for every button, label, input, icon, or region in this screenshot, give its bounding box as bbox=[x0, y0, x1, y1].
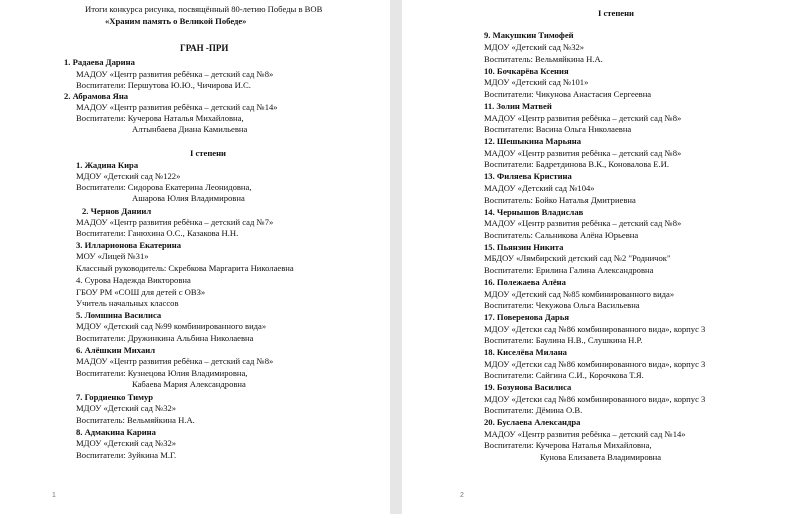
page-number: 1 bbox=[52, 492, 56, 499]
entry-teachers: Воспитатели: Кузнецова Юлия Владимировна, bbox=[76, 368, 248, 378]
entry-org: МДОУ «Детский сад №32» bbox=[76, 438, 177, 448]
entry-name: 18. Киселёва Милана bbox=[484, 347, 567, 357]
entry-teachers: Классный руководитель: Скребкова Маргарита Николаевна bbox=[76, 263, 294, 273]
entry-org: МДОУ «Детский сад №122» bbox=[76, 171, 181, 181]
page-2 bbox=[402, 0, 800, 514]
entry-name: 17. Поверенова Дарья bbox=[484, 312, 570, 322]
entry-org: МАДОУ «Центр развития ребёнка – детский сад №8» bbox=[484, 113, 682, 123]
entry-name: 1. Жадина Кира bbox=[76, 160, 139, 170]
entry-name: 4. Сурова Надежда Викторовна bbox=[76, 275, 191, 285]
entry-org: МДОУ «Детский сад №32» bbox=[484, 42, 585, 52]
entry-org: МДОУ «Детский сад №85 комбинированного вида» bbox=[484, 289, 675, 299]
entry-teachers-cont: Ашарова Юлия Владимировна bbox=[132, 193, 245, 203]
grand-prix-heading: ГРАН -ПРИ bbox=[180, 43, 229, 53]
entry-org: МОУ «Лицей №31» bbox=[76, 251, 149, 261]
entry-teachers: Воспитатели: Дёмина О.В. bbox=[484, 405, 583, 415]
entry-org: МАДОУ «Центр развития ребёнка – детский сад №8» bbox=[76, 356, 274, 366]
entry-teachers: Воспитатели: Сидорова Екатерина Леонидовна, bbox=[76, 182, 252, 192]
entry-org: МДОУ «Детски сад №86 комбинированного вида», корпус 3 bbox=[484, 394, 706, 404]
entry-teachers: Воспитатели: Бадретдинова В.К., Коновалова Е.И. bbox=[484, 159, 669, 169]
entry-teachers: Воспитатель: Сальникова Алёна Юрьевна bbox=[484, 230, 639, 240]
entry-teachers: Воспитатель: Вельмяйкина Н.А. bbox=[76, 415, 195, 425]
doc-header-line-1: Итоги конкурса рисунка, посвящённый 80-летию Победы в ВОВ bbox=[85, 4, 323, 14]
entry-org: МБДОУ «Лямбирский детский сад №2 "Родничок" bbox=[484, 253, 671, 263]
entry-teachers: Воспитатели: Першутова Ю.Ю., Чичирова И.С. bbox=[76, 80, 251, 90]
entry-name: 13. Филяева Кристина bbox=[484, 171, 572, 181]
entry-teachers: Воспитатели: Ганюхина О.С., Казакова Н.Н. bbox=[76, 228, 239, 238]
entry-org: ГБОУ РМ «СОШ для детей с ОВЗ» bbox=[76, 287, 206, 297]
entry-name: 10. Бочкарёва Ксения bbox=[484, 66, 569, 76]
doc-header-line-2: «Храним память о Великой Победе» bbox=[105, 16, 247, 26]
entry-name: 14. Чернышов Владислав bbox=[484, 207, 584, 217]
entry-org: МАДОУ «Центр развития ребёнка – детский сад №14» bbox=[76, 102, 278, 112]
entry-org: МАДОУ «Центр развития ребёнка – детский сад №14» bbox=[484, 429, 686, 439]
entry-teachers: Воспитатель: Вельмяйкина Н.А. bbox=[484, 54, 603, 64]
entry-name: 11. Золин Матвей bbox=[484, 101, 552, 111]
entry-teachers: Воспитатели: Сайгина С.И., Корочкова Т.Я. bbox=[484, 370, 644, 380]
entry-name: 7. Гордиенко Тимур bbox=[76, 392, 154, 402]
entry-org: МДОУ «Детски сад №86 комбинированного вида», корпус 3 bbox=[484, 324, 706, 334]
entry-name: 20. Буслаева Александра bbox=[484, 417, 581, 427]
entry-org: МАДОУ «Детский сад №104» bbox=[484, 183, 595, 193]
entry-name: 1. Радаева Дарина bbox=[64, 57, 135, 67]
entry-org: МАДОУ «Центр развития ребёнка – детский сад №7» bbox=[76, 217, 274, 227]
entry-teachers: Воспитатели: Баулина Н.В., Слушкина Н.Р. bbox=[484, 335, 643, 345]
entry-teachers: Воспитатели: Кучерова Наталья Михайловна, bbox=[484, 440, 652, 450]
entry-teachers: Воспитатели: Зуйкина М.Г. bbox=[76, 450, 177, 460]
entry-name: 6. Алёшкин Михаил bbox=[76, 345, 156, 355]
entry-teachers: Учитель начальных классов bbox=[76, 298, 179, 308]
entry-teachers-cont: Кунова Елизавета Владимировна bbox=[540, 452, 662, 462]
entry-org: МАДОУ «Центр развития ребёнка – детский сад №8» bbox=[484, 148, 682, 158]
entry-teachers: Воспитатели: Ерилина Галина Александровна bbox=[484, 265, 654, 275]
entry-name: 8. Адмакина Карина bbox=[76, 427, 156, 437]
entry-teachers: Воспитатели: Кучерова Наталья Михайловна, bbox=[76, 113, 244, 123]
entry-name: 19. Бозунова Василиса bbox=[484, 382, 572, 392]
entry-name: 12. Шешыкина Марьяна bbox=[484, 136, 582, 146]
entry-teachers-cont: Алтынбаева Диана Камильевна bbox=[132, 124, 248, 134]
entry-org: МДОУ «Детски сад №86 комбинированного вида», корпус 3 bbox=[484, 359, 706, 369]
entry-name: 9. Макушкин Тимофей bbox=[484, 30, 574, 40]
entry-name: 3. Илларионова Екатерина bbox=[76, 240, 182, 250]
entry-teachers: Воспитатели: Чикунова Анастасия Сергеевна bbox=[484, 89, 652, 99]
page-number: 2 bbox=[460, 492, 464, 499]
page-1 bbox=[0, 0, 390, 514]
entry-name: 2. Чернов Даниил bbox=[82, 206, 152, 216]
entry-org: МАДОУ «Центр развития ребёнка – детский сад №8» bbox=[484, 218, 682, 228]
entry-name: 2. Абрамова Яна bbox=[64, 91, 129, 101]
entry-name: 15. Пьянзин Никита bbox=[484, 242, 564, 252]
degree-heading: I степени bbox=[598, 8, 635, 18]
entry-teachers: Воспитатели: Чекужова Ольга Васильевна bbox=[484, 300, 640, 310]
entry-teachers: Воспитатель: Бойко Наталья Дмитриевна bbox=[484, 195, 636, 205]
entry-teachers: Воспитатели: Васина Ольга Николаевна bbox=[484, 124, 632, 134]
degree-heading: I степени bbox=[190, 148, 227, 158]
entry-name: 5. Ломшина Василиса bbox=[76, 310, 162, 320]
entry-org: МАДОУ «Центр развития ребёнка – детский сад №8» bbox=[76, 69, 274, 79]
entry-name: 16. Полежаева Алёна bbox=[484, 277, 566, 287]
entry-org: МДОУ «Детский сад №101» bbox=[484, 77, 589, 87]
entry-org: МДОУ «Детский сад №32» bbox=[76, 403, 177, 413]
entry-teachers-cont: Кабаева Мария Александровна bbox=[132, 379, 246, 389]
entry-teachers: Воспитатели: Дружинкина Альбина Николаевна bbox=[76, 333, 254, 343]
entry-org: МДОУ «Детский сад №99 комбинированного вида» bbox=[76, 321, 267, 331]
